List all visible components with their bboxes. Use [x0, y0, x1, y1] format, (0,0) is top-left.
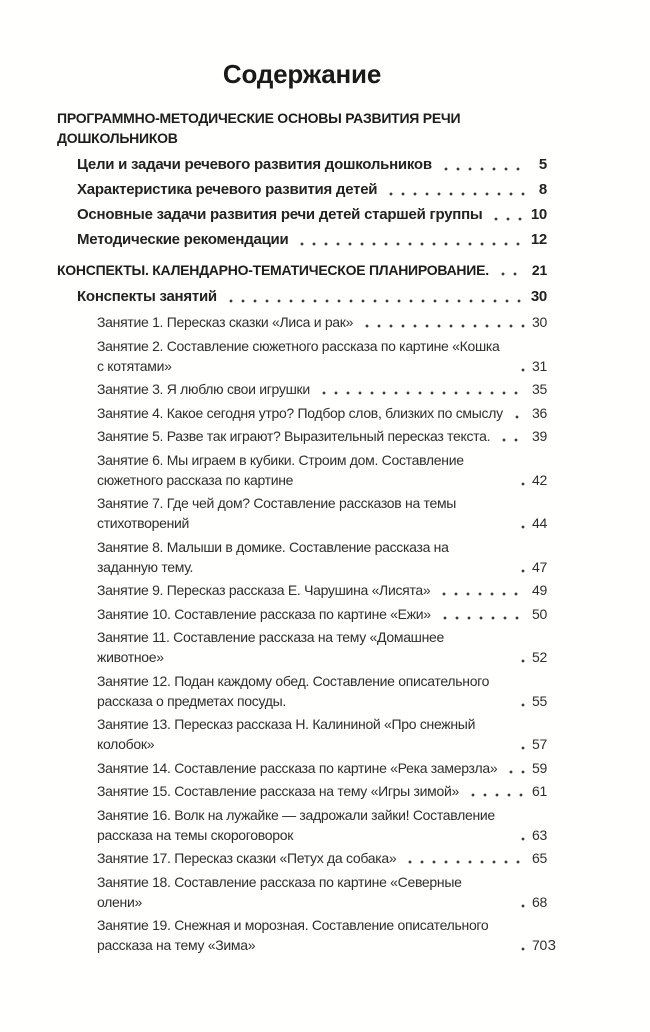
dot-leader [515, 513, 525, 533]
toc-entry-page: 30 [532, 314, 547, 330]
toc-entry-page: 70 [532, 937, 547, 953]
toc-entry-label: Занятие 14. Составление рассказа по картине «Река замерзла» [97, 759, 498, 776]
toc-entry-row [57, 205, 547, 225]
dot-leader [316, 379, 525, 399]
toc-entry-label: Занятие 5. Разве так играют? Выразительный пересказ текста. [97, 428, 491, 444]
toc-entry-row [57, 180, 547, 200]
toc-entry-label: Занятие 4. Какое сегодня утро? Подбор слов, близких по смыслу [97, 404, 503, 421]
toc-entry-label: Занятие 15. Составление рассказа на тему «Игры зимой» [97, 783, 459, 799]
toc-entry-row [57, 287, 547, 307]
toc-entry-page: 8 [538, 181, 547, 198]
toc-entry-row [57, 671, 547, 711]
toc-entry-page: 65 [532, 850, 547, 866]
toc-entry-row [57, 580, 547, 600]
dot-leader [515, 935, 525, 955]
toc-entry-label: Занятие 11. Составление рассказа на тему «Домашнее животное» [97, 629, 445, 665]
toc-entry-page: 55 [532, 692, 547, 709]
toc-entry-page: 21 [531, 262, 547, 278]
toc-entry-label: КОНСПЕКТЫ. КАЛЕНДАРНО-ТЕМАТИЧЕСКОЕ ПЛАНИРОВАНИЕ. [57, 262, 489, 278]
toc-entry-row [57, 312, 547, 332]
dot-leader [515, 734, 525, 754]
toc-entry-row [57, 915, 547, 955]
toc-entry-page: 36 [532, 404, 547, 421]
toc-entry-page: 12 [530, 231, 547, 248]
dot-leader [438, 155, 525, 175]
toc-entry-row [57, 403, 547, 423]
toc-entry-label: Занятие 18. Составление рассказа по картине «Северные олени» [97, 873, 462, 910]
dot-leader [223, 287, 525, 307]
toc-entry-row [57, 848, 547, 868]
toc-entry-row [57, 537, 547, 577]
toc-entry-label: Занятие 19. Снежная и морозная. Составление описательного рассказа на тему «Зима» [97, 917, 489, 953]
toc-entry-page: 68 [532, 893, 547, 910]
toc-entry-page: 49 [532, 582, 547, 598]
dot-leader [488, 205, 525, 225]
toc-entry-label: Занятие 9. Пересказ рассказа Е. Чарушина «Лисята» [97, 582, 431, 598]
toc-entry-page: 5 [538, 156, 547, 173]
toc-entry-page: 30 [530, 288, 547, 305]
dot-leader [515, 356, 525, 376]
dot-leader [437, 604, 525, 624]
toc-entry-label: Методические рекомендации [77, 231, 289, 248]
toc-entry-row [57, 230, 547, 250]
page-title: Содержание [222, 59, 382, 89]
toc-section-row [57, 108, 547, 148]
dot-leader [359, 312, 525, 332]
toc-entry-label: Занятие 10. Составление рассказа по картине «Ежи» [97, 605, 431, 622]
toc-entry-row [57, 872, 547, 912]
toc-entry-page: 44 [532, 515, 547, 531]
toc-entry-row [57, 714, 547, 754]
dot-leader [515, 825, 525, 845]
toc-entry-row [57, 336, 547, 376]
toc-entry-row [57, 604, 547, 624]
toc-entry-page: 63 [532, 826, 547, 843]
toc-entry-page: 61 [532, 783, 547, 799]
toc-entry-page: 52 [532, 649, 547, 665]
toc-entry-row [57, 627, 547, 667]
toc-entry-row [57, 781, 547, 801]
toc-entry-label: ПРОГРАММНО-МЕТОДИЧЕСКИЕ ОСНОВЫ РАЗВИТИЯ РЕЧИ ДОШКОЛЬНИКОВ [57, 110, 461, 146]
toc-entry-row [57, 758, 547, 778]
toc-entry-page: 57 [532, 736, 547, 752]
toc-entry-page: 59 [532, 759, 547, 776]
dot-leader [383, 180, 525, 200]
toc-entry-row [57, 450, 547, 490]
toc-entry-row [57, 155, 547, 175]
dot-leader [515, 557, 525, 577]
toc-entry-page: 10 [530, 206, 547, 223]
dot-leader [515, 691, 525, 711]
toc-entry-label: Занятие 12. Подан каждому обед. Составление описательного рассказа о предметах посуды. [97, 672, 490, 709]
toc-entry-page: 39 [532, 428, 547, 444]
dot-leader [509, 403, 525, 423]
dot-leader [515, 892, 525, 912]
toc-entry-row [57, 426, 547, 446]
toc-entry-label: Занятие 2. Составление сюжетного рассказа по картине «Кошка с котятами» [97, 337, 500, 374]
toc-entry-label: Занятие 16. Волк на лужайке — задрожали зайки! Составление рассказа на темы скороговорок [97, 806, 495, 843]
dot-leader [402, 848, 525, 868]
toc-entry-label: Занятие 17. Пересказ сказки «Петух да собака» [97, 850, 397, 866]
toc-entry-label: Цели и задачи речевого развития дошкольников [77, 156, 432, 173]
dot-leader [515, 647, 525, 667]
toc-entry-page: 31 [532, 357, 547, 374]
toc-entry-page: 35 [532, 381, 547, 397]
toc-entry-page: 47 [532, 558, 547, 575]
dot-leader [465, 781, 525, 801]
toc-entry-label: Занятие 13. Пересказ рассказа Н. Калининой «Про снежный колобок» [97, 716, 476, 752]
toc-entry-label: Занятие 3. Я люблю свои игрушки [97, 381, 310, 397]
toc-entry-page: 50 [532, 605, 547, 622]
toc-list [57, 108, 547, 955]
toc-entry-label: Характеристика речевого развития детей [77, 181, 378, 198]
toc-entry-label: Основные задачи развития речи детей старшей группы [77, 206, 483, 223]
page-number: 3 [547, 937, 556, 954]
toc-entry-label: Занятие 1. Пересказ сказки «Лиса и рак» [97, 314, 354, 330]
dot-leader [436, 580, 525, 600]
dot-leader [496, 426, 525, 446]
toc-entry-row [57, 379, 547, 399]
toc-section-row [57, 260, 547, 280]
toc-entry-label: Занятие 8. Малыши в домике. Составление рассказа на заданную тему. [97, 538, 449, 575]
dot-leader [515, 470, 525, 490]
dot-leader [294, 230, 525, 250]
toc-entry-row [57, 805, 547, 845]
toc-entry-label: Занятие 7. Где чей дом? Составление рассказов на темы стихотворений [97, 495, 457, 531]
toc-entry-page: 42 [532, 471, 547, 488]
dot-leader [495, 260, 525, 280]
toc-entry-label: Занятие 6. Мы играем в кубики. Строим дом. Составление сюжетного рассказа по картине [97, 451, 464, 488]
toc-entry-label: Конспекты занятий [77, 288, 217, 305]
toc-entry-row [57, 493, 547, 533]
dot-leader [503, 758, 525, 778]
